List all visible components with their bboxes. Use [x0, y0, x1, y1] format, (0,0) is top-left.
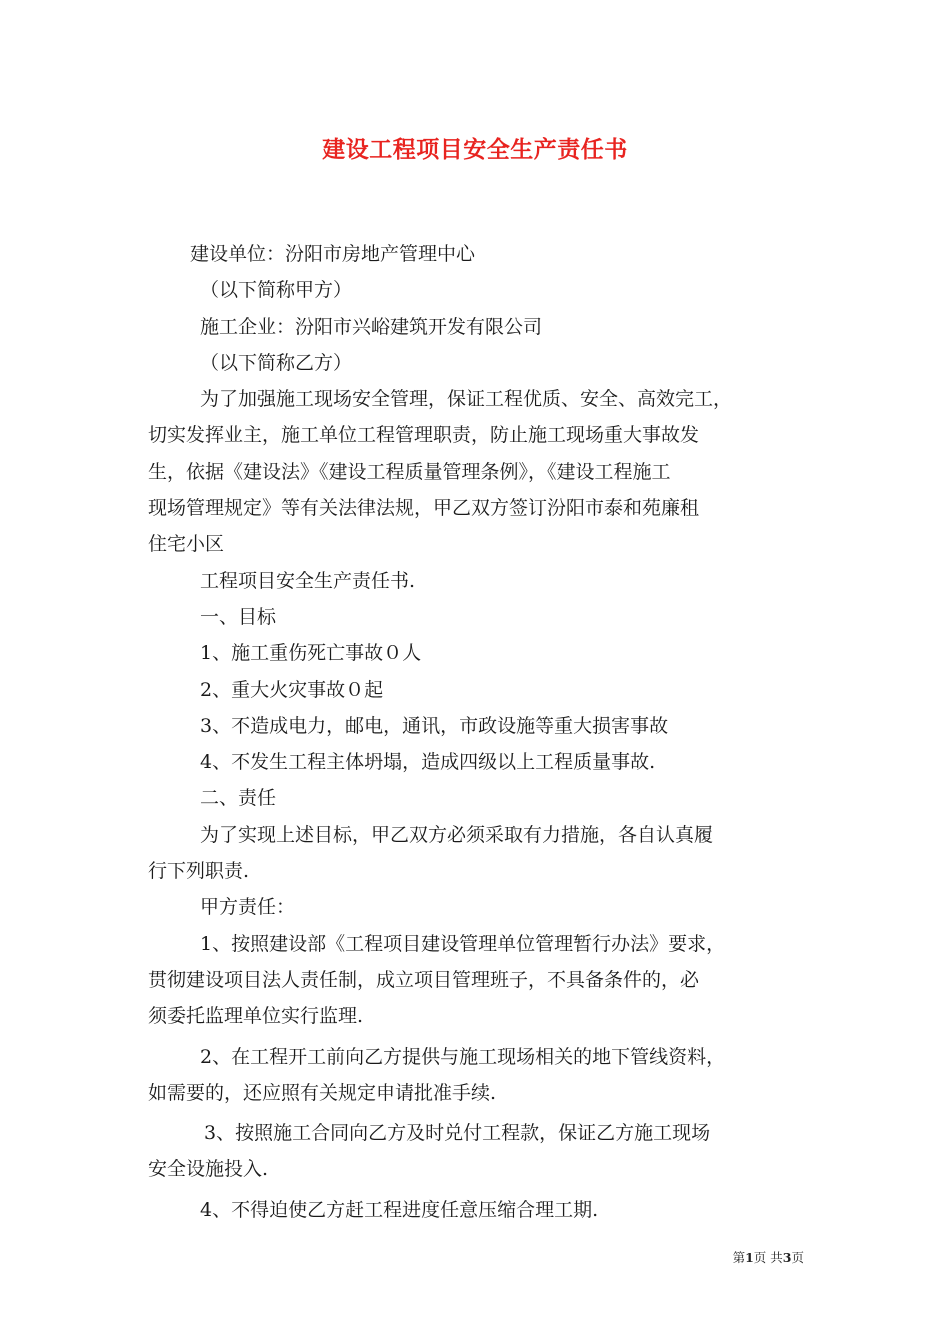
paragraph-line: 工程项目安全生产责任书.	[200, 569, 416, 592]
responsibility-item-3	[148, 1115, 813, 1188]
paragraph-line: 住宅小区	[148, 533, 225, 556]
paragraph-line: 须委托监理单位实行监理.	[148, 1005, 364, 1028]
intro-paragraph	[148, 381, 813, 562]
responsibility-item-2	[148, 1039, 813, 1112]
paragraph-line: 现场管理规定》等有关法律法规，甲乙双方签订汾阳市泰和苑廉租	[148, 497, 700, 520]
page-number	[733, 1250, 804, 1266]
responsibility-item-1	[148, 926, 813, 1035]
party-b-note: （以下简称乙方）	[200, 351, 353, 374]
page-number-prefix: 第	[732, 1250, 746, 1265]
paragraph-line: 行下列职责.	[148, 860, 250, 883]
paragraph-line: 为了加强施工现场安全管理，保证工程优质、安全、高效完工，	[200, 388, 733, 411]
paragraph-line: 3、按照施工合同向乙方及时兑付工程款，保证乙方施工现场	[204, 1122, 711, 1145]
goal-item: 1、施工重伤死亡事故０人	[200, 642, 422, 665]
responsibility-item-4: 4、不得迫使乙方赶工程进度任意压缩合理工期.	[200, 1198, 599, 1221]
total-pages: 3	[782, 1250, 792, 1265]
paragraph-line: 安全设施投入.	[148, 1158, 269, 1181]
document-body	[148, 236, 813, 1228]
party-a-responsibility-heading: 甲方责任：	[200, 896, 296, 919]
document-title: 建设工程项目安全生产责任书	[322, 136, 628, 163]
section-heading-goals: 一、目标	[200, 605, 277, 628]
paragraph-line: 为了实现上述目标，甲乙双方必须采取有力措施，各自认真履	[200, 823, 714, 846]
paragraph-line: 生，依据《建设法》《建设工程质量管理条例》，《建设工程施工	[148, 460, 671, 483]
section-heading-responsibility: 二、责任	[200, 787, 277, 810]
paragraph-line: 2、在工程开工前向乙方提供与施工现场相关的地下管线资料，	[200, 1045, 726, 1068]
goal-item: 2、重大火灾事故０起	[200, 678, 384, 701]
responsibility-paragraph	[148, 817, 813, 890]
construction-unit-line: 建设单位：汾阳市房地产管理中心	[190, 243, 476, 265]
paragraph-line: 切实发挥业主，施工单位工程管理职责，防止施工现场重大事故发	[148, 424, 700, 447]
paragraph-line: 1、按照建设部《工程项目建设管理单位管理暂行办法》要求，	[200, 932, 726, 955]
paragraph-line: 如需要的，还应照有关规定申请批准手续.	[148, 1081, 497, 1104]
page-number-suffix: 页	[791, 1250, 804, 1265]
current-page: 1	[745, 1250, 754, 1265]
goal-item: 3、不造成电力，邮电，通讯，市政设施等重大损害事故	[200, 714, 669, 737]
party-a-note: （以下简称甲方）	[200, 279, 353, 302]
goal-item: 4、不发生工程主体坍塌，造成四级以上工程质量事故.	[200, 751, 656, 774]
paragraph-line: 贯彻建设项目法人责任制，成立项目管理班子，不具备条件的，必	[148, 968, 700, 991]
contractor-line: 施工企业：汾阳市兴峪建筑开发有限公司	[200, 315, 543, 338]
page-number-middle: 页 共	[753, 1250, 783, 1265]
